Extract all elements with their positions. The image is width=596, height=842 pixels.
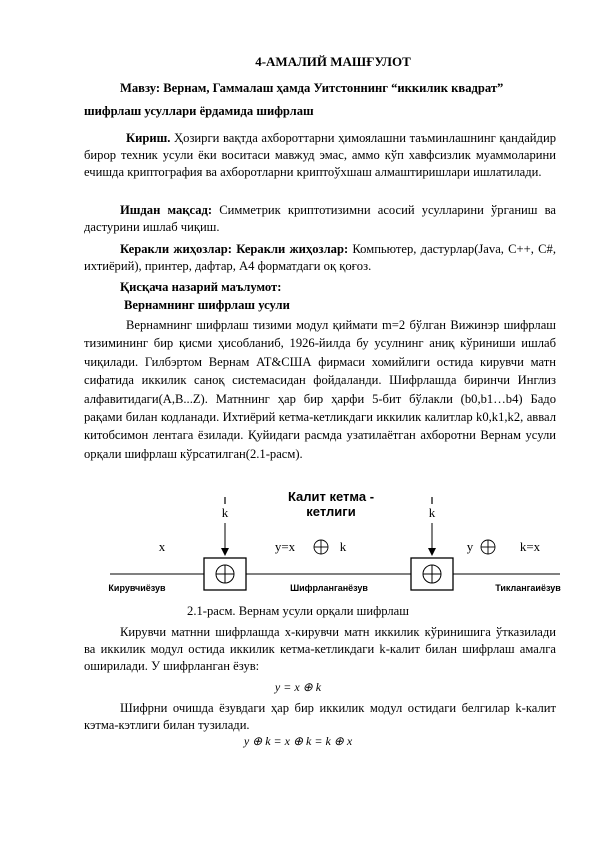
equipment-paragraph <box>84 241 556 275</box>
key-arrow-left <box>221 548 229 556</box>
topic-line-2: шифрлаш усуллари ёрдамида шифрлаш <box>84 104 314 118</box>
intro-text: Ҳозирги вақтда ахбороттарни ҳимоялашни таъминлашнинг қандайдир бирор техник усули ёки воситаси мавжуд эмас, аммо кўп хавфсизлик муаммоларини ечишда криптография ва ахборотларни криптоўхшаш алмаштиришлари ишлатилади. <box>84 131 556 180</box>
xor-block-decrypt <box>411 558 453 590</box>
figure-caption: 2.1-расм. Вернам усули орқали шифрлаш <box>187 604 409 618</box>
vernam-paragraph: Вернамнинг шифрлаш тизими модул қиймати m=2 бўлган Вижинэр шифрлаш тизимининг бир қисми ҳисобланиб, 1926-йилда бу усулнинг аниқ кўриниши ишлаб чиқилади. Гилбэртом Вернам AT&CША фирмаси хомийлиги остида кирувчи матн сифатида иккилик саноқ системасидан фойдаланди. Шифрлашда биринчи Инглиз алфавитидаги(A,B...Z). Матннинг ҳар бир ҳарфи 5-бит бўлакли (b0,b1…b4) Бадо рақами билан кодланади. Ихтиёрий кетма-кетликдаги иккилик калитлар k0,k1,k2, аввал китобсимон лентага ёзилади. Қуйидаги расмда узатилаётган ахборотни Вернам усули орқали шифрлаш кўрсатилган(2.1-расм). <box>84 318 556 461</box>
encryption-paragraph: Кирувчи матнни шифрлашда x-кирувчи матн иккилик кўринишига ўтказилади ва иккилик модул остида иккилик кетма-кетликдаги k-калит билан шифрлаш амалга оширилади. У шифрланган ёзув: <box>84 625 556 674</box>
decrypted-text-label: Тиклангаиёзув <box>495 583 561 593</box>
key-label-left: k <box>221 505 229 520</box>
goal-paragraph <box>84 202 556 236</box>
theory-heading: Қисқача назарий маълумот: <box>120 280 282 294</box>
input-text-label: Кирувчиёзув <box>108 583 166 593</box>
key-label-right: k <box>428 505 436 520</box>
key-sequence-label-2: кетлиги <box>306 504 356 519</box>
key-arrow-right <box>428 548 436 556</box>
page-title: 4-АМАЛИЙ МАШҒУЛОТ <box>255 54 411 69</box>
intro-label: Кириш. <box>126 131 171 145</box>
y-equals-x-label: y=x <box>274 539 296 554</box>
vernam-heading: Вернамнинг шифрлаш усули <box>124 298 290 312</box>
intro-paragraph <box>84 130 556 182</box>
topic-line-1: Мавзу: Вернам, Гаммалаш ҳамда Уитстоннинг “иккилик квадрат” <box>120 81 504 95</box>
decryption-paragraph: Шифрни очишда ёзувдаги ҳар бир иккилик модул остидаги белгилар k-калит кэтма-кэтлиги билан тузилади. <box>84 701 556 733</box>
formula-decrypt: y ⊕ k = x ⊕ k = k ⊕ x <box>243 734 353 748</box>
k-equals-x-label: k=x <box>519 539 541 554</box>
xor-symbol-right <box>481 540 495 554</box>
equipment-label: Керакли жиҳозлар: Керакли жиҳозлар: <box>120 242 349 256</box>
x-label: x <box>158 539 166 554</box>
goal-text: Симметрик криптотизимни асосий усулларини ўрганиш ва дастурини ишлаб чиқиш. <box>84 203 556 235</box>
goal-label: Ишдан мақсад: <box>120 203 213 217</box>
key-sequence-label-1: Калит кетма - <box>287 489 375 504</box>
k-mid-label: k <box>339 539 347 554</box>
formula-encrypt: y = x ⊕ k <box>274 680 322 694</box>
xor-symbol-mid <box>314 540 328 554</box>
cipher-text-label: Шифрланганёзув <box>290 583 368 593</box>
y-label: y <box>466 539 474 554</box>
xor-block-encrypt <box>204 558 246 590</box>
vernam-diagram <box>0 480 596 605</box>
equipment-text: Компьютер, дастурлар(Java, C++, C#, ихтиёрий), принтер, дафтар, А4 форматдаги оқ қоғоз. <box>84 242 556 274</box>
